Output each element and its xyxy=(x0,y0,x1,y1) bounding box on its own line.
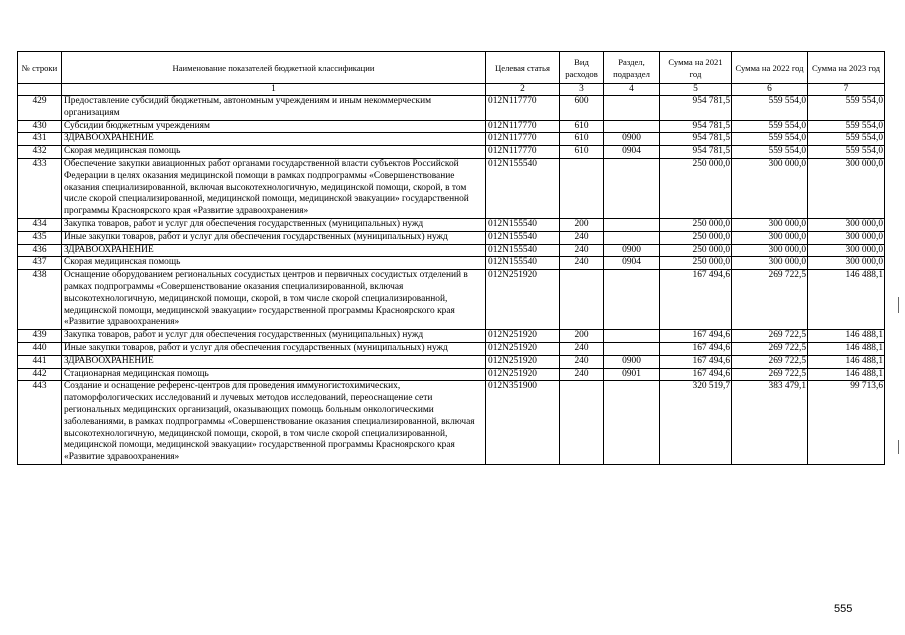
row-target-article: 012N117770 xyxy=(486,133,560,146)
row-name: Иные закупки товаров, работ и услуг для обеспечения государственных (муниципальных) нужд xyxy=(62,342,486,355)
row-target-article: 012N155540 xyxy=(486,218,560,231)
row-name: ЗДРАВООХРАНЕНИЕ xyxy=(62,244,486,257)
table-row xyxy=(18,368,885,381)
row-expense-kind: 240 xyxy=(560,244,604,257)
row-number: 438 xyxy=(18,270,62,330)
row-number: 436 xyxy=(18,244,62,257)
column-number: 1 xyxy=(62,84,486,96)
row-sum-2022: 559 554,0 xyxy=(732,133,808,146)
row-sum-2023: 300 000,0 xyxy=(808,218,885,231)
budget-table-page xyxy=(17,51,883,465)
row-sum-2021: 167 494,6 xyxy=(660,355,732,368)
column-number: 3 xyxy=(560,84,604,96)
row-section xyxy=(604,218,660,231)
row-sum-2021: 320 519,7 xyxy=(660,381,732,465)
column-number: 2 xyxy=(486,84,560,96)
header-name: Наименование показателей бюджетной классификации xyxy=(62,52,486,84)
column-number: 4 xyxy=(604,84,660,96)
header-target-article: Целевая статья xyxy=(486,52,560,84)
row-name: Закупка товаров, работ и услуг для обеспечения государственных (муниципальных) нужд xyxy=(62,330,486,343)
row-target-article: 012N117770 xyxy=(486,120,560,133)
budget-table xyxy=(17,51,885,465)
header-row-number: № строки xyxy=(18,52,62,84)
row-sum-2021: 250 000,0 xyxy=(660,231,732,244)
column-number: 7 xyxy=(808,84,885,96)
row-target-article: 012N117770 xyxy=(486,146,560,159)
row-sum-2023: 99 713,6 xyxy=(808,381,885,465)
row-section xyxy=(604,158,660,218)
table-body xyxy=(18,96,885,465)
row-sum-2022: 559 554,0 xyxy=(732,146,808,159)
row-sum-2023: 559 554,0 xyxy=(808,133,885,146)
row-name: Создание и оснащение референс-центров для проведения иммуногистохимических, патоморфологических исследований и лучевых методов исследований, переоснащение сети региональных медицинских организаций, оказывающих помощь больным онкологическими заболеваниями, в рамках подпрограммы «Совершенствование оказания специализированной, включая высокотехнологичную, медицинской помощи, скорой, в том числе скорой специализированной, медицинской помощи, медицинской эвакуации» государственной программы Красноярского края «Развитие здравоохранения» xyxy=(62,381,486,465)
row-section xyxy=(604,96,660,121)
row-section: 0900 xyxy=(604,133,660,146)
row-number: 439 xyxy=(18,330,62,343)
row-name: Скорая медицинская помощь xyxy=(62,146,486,159)
row-sum-2023: 300 000,0 xyxy=(808,244,885,257)
row-sum-2022: 300 000,0 xyxy=(732,231,808,244)
row-target-article: 012N351900 xyxy=(486,381,560,465)
page-number: 555 xyxy=(834,603,853,615)
row-number: 432 xyxy=(18,146,62,159)
row-sum-2021: 954 781,5 xyxy=(660,120,732,133)
header-sum-2021: Сумма на 2021 год xyxy=(660,52,732,84)
row-expense-kind: 610 xyxy=(560,120,604,133)
row-sum-2022: 300 000,0 xyxy=(732,158,808,218)
row-name: ЗДРАВООХРАНЕНИЕ xyxy=(62,133,486,146)
row-number: 434 xyxy=(18,218,62,231)
scan-edge-mark xyxy=(898,440,899,454)
row-sum-2022: 559 554,0 xyxy=(732,120,808,133)
header-sum-2023: Сумма на 2023 год xyxy=(808,52,885,84)
row-sum-2023: 146 488,1 xyxy=(808,330,885,343)
table-row xyxy=(18,244,885,257)
row-expense-kind: 610 xyxy=(560,133,604,146)
row-sum-2022: 300 000,0 xyxy=(732,244,808,257)
row-sum-2021: 167 494,6 xyxy=(660,270,732,330)
table-header-row xyxy=(18,52,885,84)
row-name: Предоставление субсидий бюджетным, автономным учреждениям и иным некоммерческим организациям xyxy=(62,96,486,121)
row-expense-kind xyxy=(560,158,604,218)
row-sum-2023: 146 488,1 xyxy=(808,355,885,368)
row-target-article: 012N155540 xyxy=(486,231,560,244)
row-sum-2023: 300 000,0 xyxy=(808,257,885,270)
table-row xyxy=(18,158,885,218)
row-expense-kind: 240 xyxy=(560,368,604,381)
row-expense-kind: 240 xyxy=(560,355,604,368)
row-number: 430 xyxy=(18,120,62,133)
row-sum-2022: 269 722,5 xyxy=(732,368,808,381)
row-sum-2022: 559 554,0 xyxy=(732,96,808,121)
row-section: 0900 xyxy=(604,244,660,257)
row-number: 442 xyxy=(18,368,62,381)
row-sum-2021: 954 781,5 xyxy=(660,96,732,121)
row-section: 0901 xyxy=(604,368,660,381)
row-sum-2022: 383 479,1 xyxy=(732,381,808,465)
row-name: Закупка товаров, работ и услуг для обеспечения государственных (муниципальных) нужд xyxy=(62,218,486,231)
row-sum-2023: 300 000,0 xyxy=(808,158,885,218)
row-target-article: 012N155540 xyxy=(486,158,560,218)
row-sum-2021: 250 000,0 xyxy=(660,244,732,257)
row-target-article: 012N251920 xyxy=(486,368,560,381)
row-section: 0904 xyxy=(604,146,660,159)
column-number: 6 xyxy=(732,84,808,96)
row-name: Скорая медицинская помощь xyxy=(62,257,486,270)
row-expense-kind: 600 xyxy=(560,96,604,121)
row-number: 440 xyxy=(18,342,62,355)
row-expense-kind xyxy=(560,270,604,330)
row-name: Оснащение оборудованием региональных сосудистых центров и первичных сосудистых отделений в рамках подпрограммы «Совершенствование оказания специализированной, включая высокотехнологичную, медицинской помощи, скорой, в том числе скорой специализированной, медицинской помощи, медицинской эвакуации» государственной программы Красноярского края «Развитие здравоохранения» xyxy=(62,270,486,330)
row-expense-kind: 610 xyxy=(560,146,604,159)
row-name: Субсидии бюджетным учреждениям xyxy=(62,120,486,133)
row-sum-2021: 167 494,6 xyxy=(660,330,732,343)
column-number-row xyxy=(18,84,885,96)
row-sum-2022: 269 722,5 xyxy=(732,342,808,355)
row-section xyxy=(604,342,660,355)
row-section xyxy=(604,381,660,465)
row-section xyxy=(604,120,660,133)
row-target-article: 012N251920 xyxy=(486,270,560,330)
row-number: 435 xyxy=(18,231,62,244)
row-sum-2023: 559 554,0 xyxy=(808,120,885,133)
row-sum-2023: 559 554,0 xyxy=(808,146,885,159)
table-row xyxy=(18,330,885,343)
table-row xyxy=(18,342,885,355)
row-sum-2023: 559 554,0 xyxy=(808,96,885,121)
column-number-empty xyxy=(18,84,62,96)
row-number: 441 xyxy=(18,355,62,368)
row-target-article: 012N251920 xyxy=(486,342,560,355)
row-expense-kind: 240 xyxy=(560,231,604,244)
row-sum-2021: 167 494,6 xyxy=(660,368,732,381)
row-section xyxy=(604,270,660,330)
row-number: 437 xyxy=(18,257,62,270)
row-target-article: 012N117770 xyxy=(486,96,560,121)
table-row xyxy=(18,381,885,465)
row-section xyxy=(604,231,660,244)
header-section: Раздел, подраздел xyxy=(604,52,660,84)
row-sum-2023: 146 488,1 xyxy=(808,270,885,330)
row-sum-2022: 300 000,0 xyxy=(732,218,808,231)
column-number: 5 xyxy=(660,84,732,96)
row-expense-kind: 240 xyxy=(560,342,604,355)
row-sum-2023: 146 488,1 xyxy=(808,342,885,355)
row-target-article: 012N155540 xyxy=(486,244,560,257)
row-expense-kind: 200 xyxy=(560,218,604,231)
row-sum-2022: 300 000,0 xyxy=(732,257,808,270)
row-name: Стационарная медицинская помощь xyxy=(62,368,486,381)
row-name: Обеспечение закупки авиационных работ органами государственной власти субъектов Российской Федерации в целях оказания медицинской помощи в рамках подпрограммы «Совершенствование оказания специализированной, включая высокотехнологичную, медицинской помощи, скорой, в том числе скорой специализированной, медицинской помощи, медицинской эвакуации» государственной программы Красноярского края «Развитие здравоохранения» xyxy=(62,158,486,218)
row-number: 431 xyxy=(18,133,62,146)
row-sum-2021: 250 000,0 xyxy=(660,158,732,218)
row-sum-2022: 269 722,5 xyxy=(732,270,808,330)
row-expense-kind: 200 xyxy=(560,330,604,343)
table-row xyxy=(18,146,885,159)
row-name: ЗДРАВООХРАНЕНИЕ xyxy=(62,355,486,368)
row-expense-kind xyxy=(560,381,604,465)
row-sum-2021: 954 781,5 xyxy=(660,146,732,159)
row-section: 0904 xyxy=(604,257,660,270)
header-expense-kind: Вид расходов xyxy=(560,52,604,84)
row-expense-kind: 240 xyxy=(560,257,604,270)
scan-edge-mark xyxy=(898,297,899,313)
table-row xyxy=(18,231,885,244)
table-row xyxy=(18,257,885,270)
row-sum-2021: 954 781,5 xyxy=(660,133,732,146)
table-row xyxy=(18,218,885,231)
table-row xyxy=(18,133,885,146)
row-sum-2021: 167 494,6 xyxy=(660,342,732,355)
row-target-article: 012N155540 xyxy=(486,257,560,270)
row-sum-2023: 146 488,1 xyxy=(808,368,885,381)
row-sum-2021: 250 000,0 xyxy=(660,218,732,231)
row-name: Иные закупки товаров, работ и услуг для обеспечения государственных (муниципальных) нужд xyxy=(62,231,486,244)
row-section xyxy=(604,330,660,343)
row-number: 429 xyxy=(18,96,62,121)
row-target-article: 012N251920 xyxy=(486,330,560,343)
row-number: 433 xyxy=(18,158,62,218)
table-row xyxy=(18,120,885,133)
table-row xyxy=(18,355,885,368)
table-row xyxy=(18,270,885,330)
row-sum-2022: 269 722,5 xyxy=(732,355,808,368)
table-row xyxy=(18,96,885,121)
row-number: 443 xyxy=(18,381,62,465)
row-sum-2021: 250 000,0 xyxy=(660,257,732,270)
header-sum-2022: Сумма на 2022 год xyxy=(732,52,808,84)
row-sum-2022: 269 722,5 xyxy=(732,330,808,343)
row-sum-2023: 300 000,0 xyxy=(808,231,885,244)
row-target-article: 012N251920 xyxy=(486,355,560,368)
row-section: 0900 xyxy=(604,355,660,368)
